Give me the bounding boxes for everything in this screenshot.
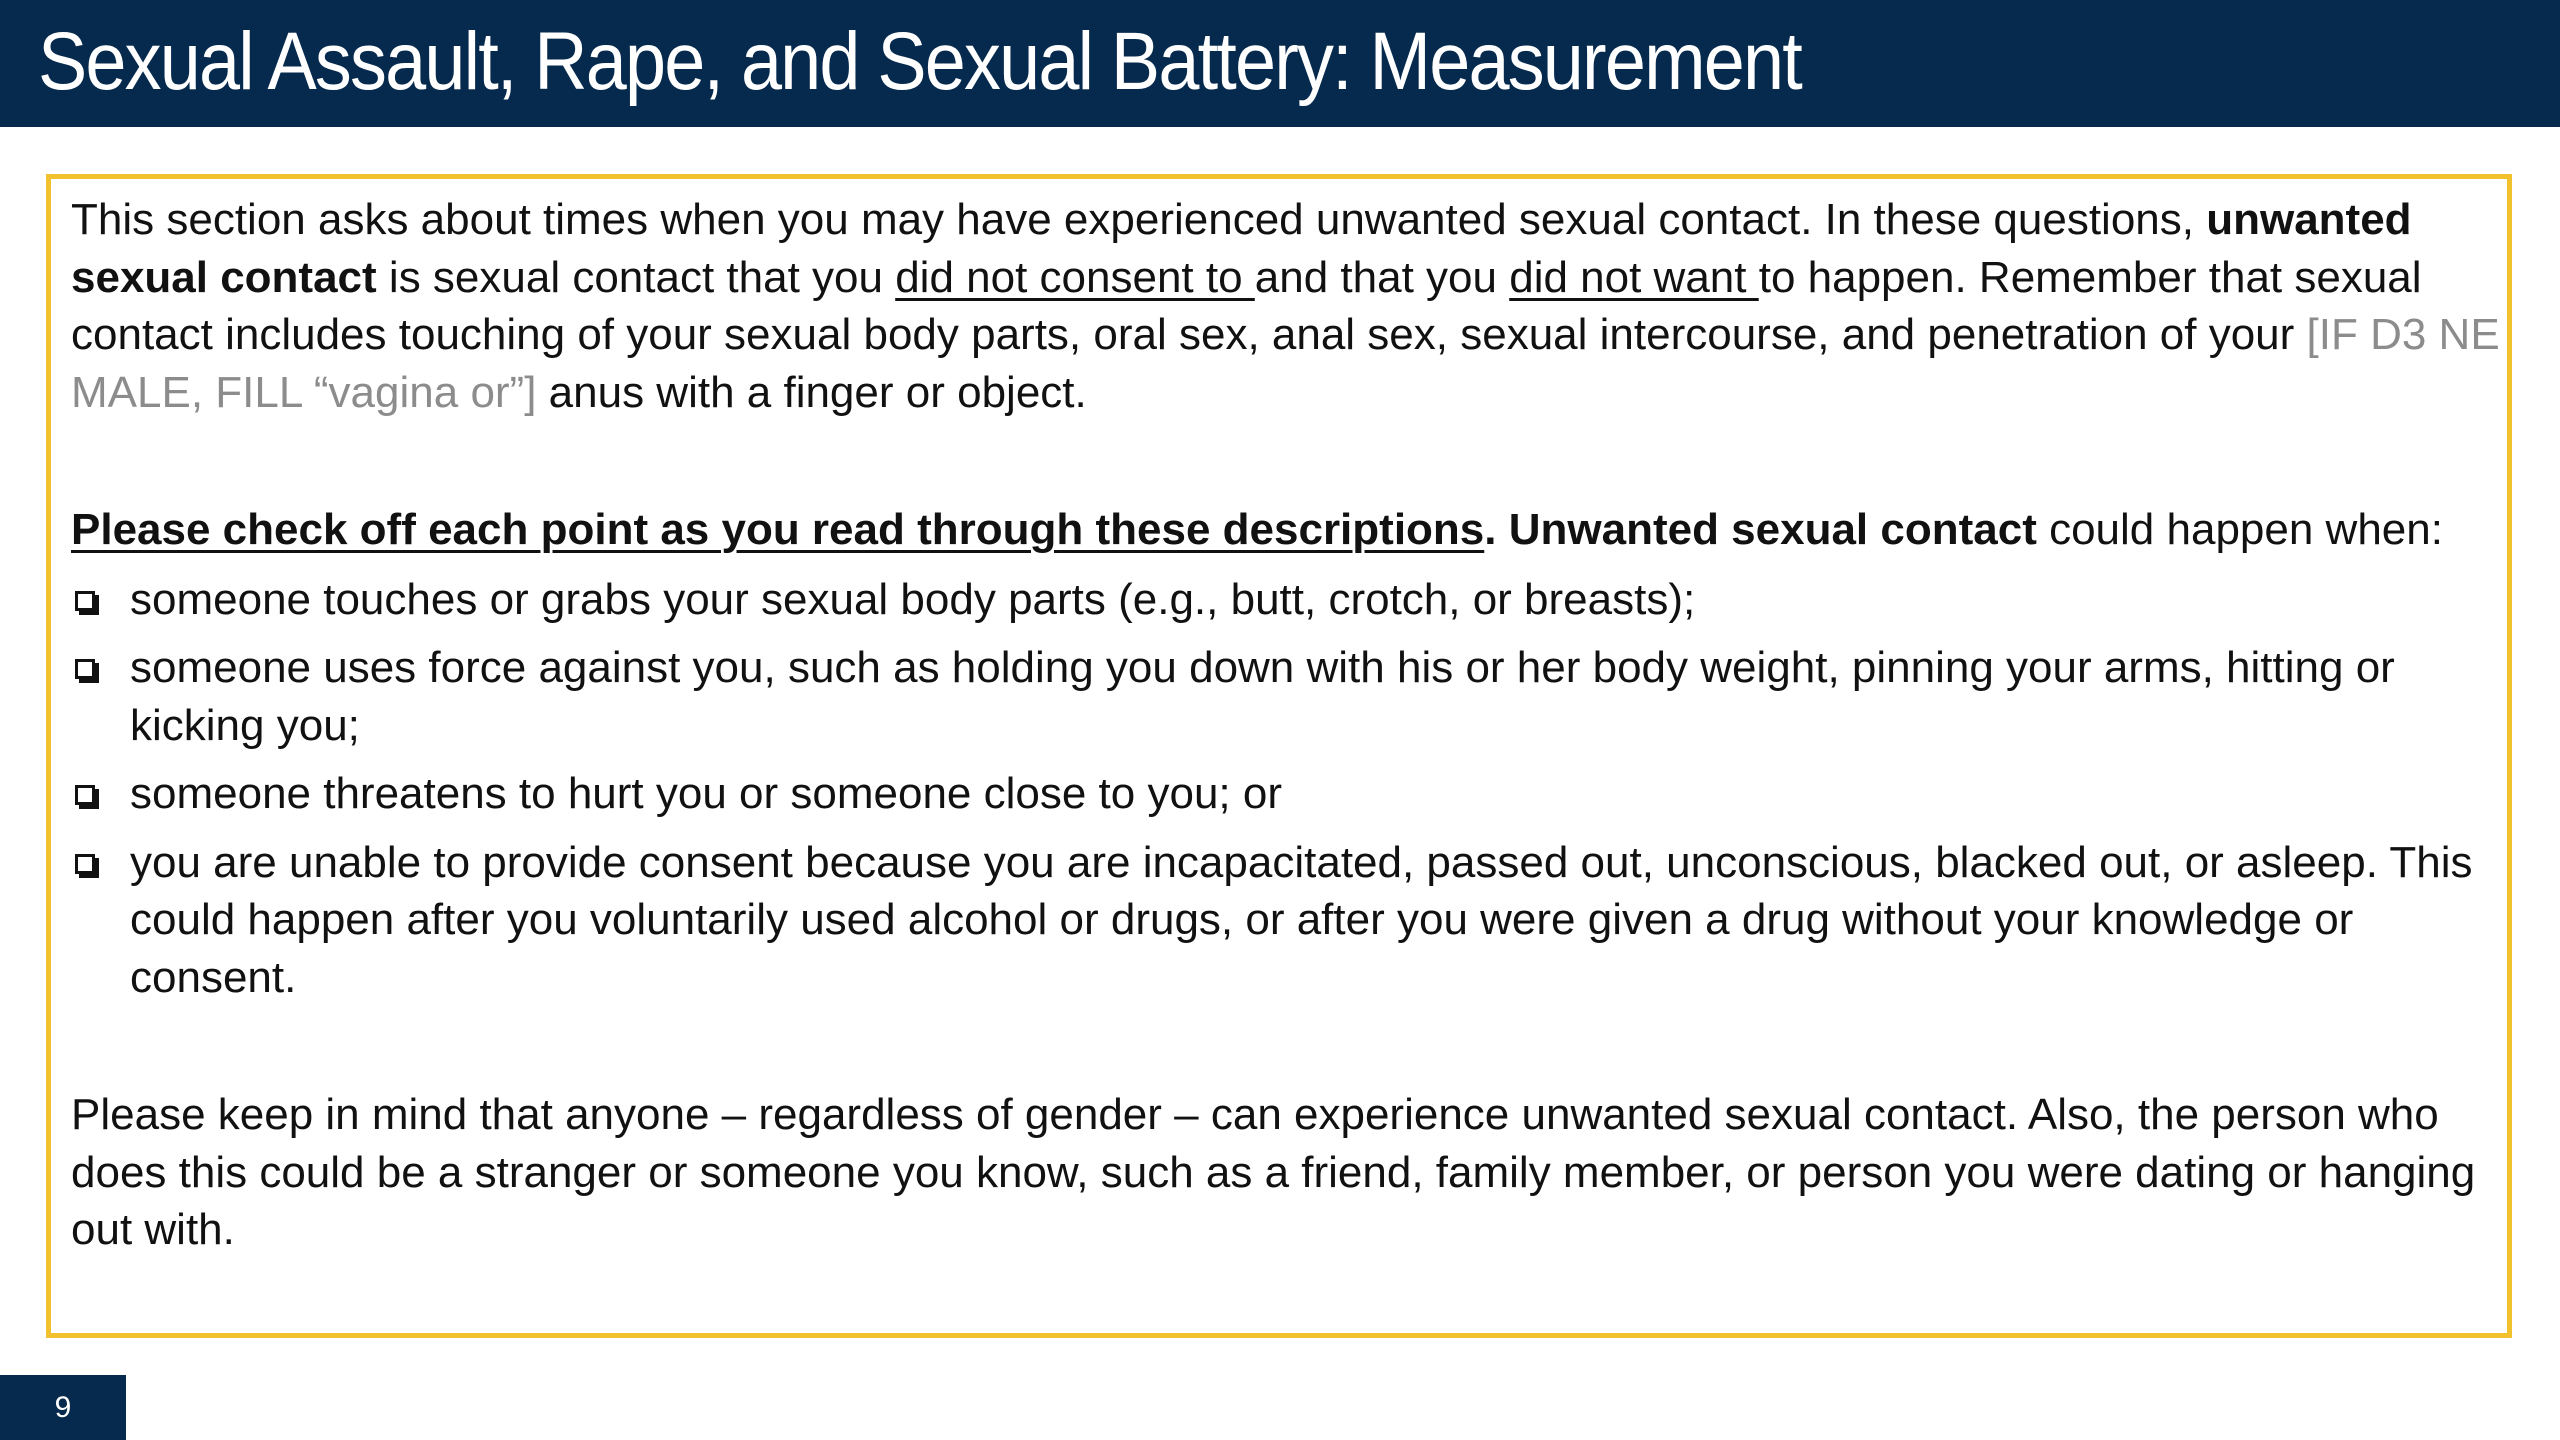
- checklist-item-text: someone threatens to hurt you or someone close to you; or: [130, 769, 1282, 818]
- fill-instruction: [IF D3 NE MALE, FILL “vagina or”]: [71, 310, 2500, 417]
- checklist-intro-rest: could happen when:: [2036, 505, 2443, 554]
- checklist-item-text: someone uses force against you, such as holding you down with his or her body weight, pinning your arms, hitting or kicking you;: [130, 643, 2395, 750]
- checkbox-icon[interactable]: [75, 659, 95, 679]
- checkbox-icon[interactable]: [75, 854, 95, 874]
- checklist-item: [71, 765, 2501, 823]
- intro-term-bold: unwanted sexual contact: [71, 195, 2412, 302]
- checklist-item: [71, 834, 2501, 1007]
- checklist-item: [71, 639, 2501, 754]
- checklist-intro: [71, 501, 2501, 559]
- intro-text-3: and that you: [1254, 252, 1510, 302]
- check-instruction-period: .: [1484, 505, 1509, 554]
- checklist-term-bold: Unwanted sexual contact: [1508, 505, 2037, 554]
- checkbox-icon[interactable]: [75, 591, 95, 611]
- intro-text-1: This section asks about times when you may have experienced unwanted sexual contact. In these questions,: [71, 195, 2207, 244]
- slide-title: Sexual Assault, Rape, and Sexual Battery: Measurement: [38, 16, 1801, 107]
- checkbox-icon[interactable]: [75, 785, 95, 805]
- checklist-item-text: you are unable to provide consent because you are incapacitated, passed out, unconscious, blacked out, or asleep. This could happen after you voluntarily used alcohol or drugs, or after you were given a drug without your knowledge or consent.: [130, 837, 2473, 1002]
- intro-consent-underlined: did not consent to: [895, 252, 1255, 302]
- content-box: [46, 174, 2512, 1338]
- checklist-item-text: someone touches or grabs your sexual body parts (e.g., butt, crotch, or breasts);: [130, 574, 1696, 624]
- intro-text-2: is sexual contact that you: [376, 252, 896, 302]
- paragraph-gap: [71, 1006, 2501, 1086]
- content-body: [71, 191, 2501, 1259]
- checklist-item: [71, 571, 2501, 629]
- page-number: 9: [0, 1375, 126, 1440]
- check-instruction-underlined: Please check off each point as you read through these descriptions: [71, 505, 1485, 554]
- intro-text-5: anus with a finger or object.: [536, 367, 1087, 417]
- closing-paragraph: Please keep in mind that anyone – regardless of gender – can experience unwanted sexual contact. Also, the person who does this could be a stranger or someone you know, such as a friend, family member, or person you were dating or hanging out with.: [71, 1090, 2476, 1254]
- paragraph-gap: [71, 421, 2501, 501]
- title-bar: [0, 0, 2560, 127]
- checklist: [71, 571, 2501, 1007]
- intro-paragraph: [71, 191, 2501, 421]
- intro-text-4: to happen. Remember that sexual contact includes touching of your sexual body parts, oral sex, anal sex, sexual intercourse, and penetration of your: [71, 252, 2422, 359]
- intro-want-underlined: did not want: [1509, 252, 1759, 302]
